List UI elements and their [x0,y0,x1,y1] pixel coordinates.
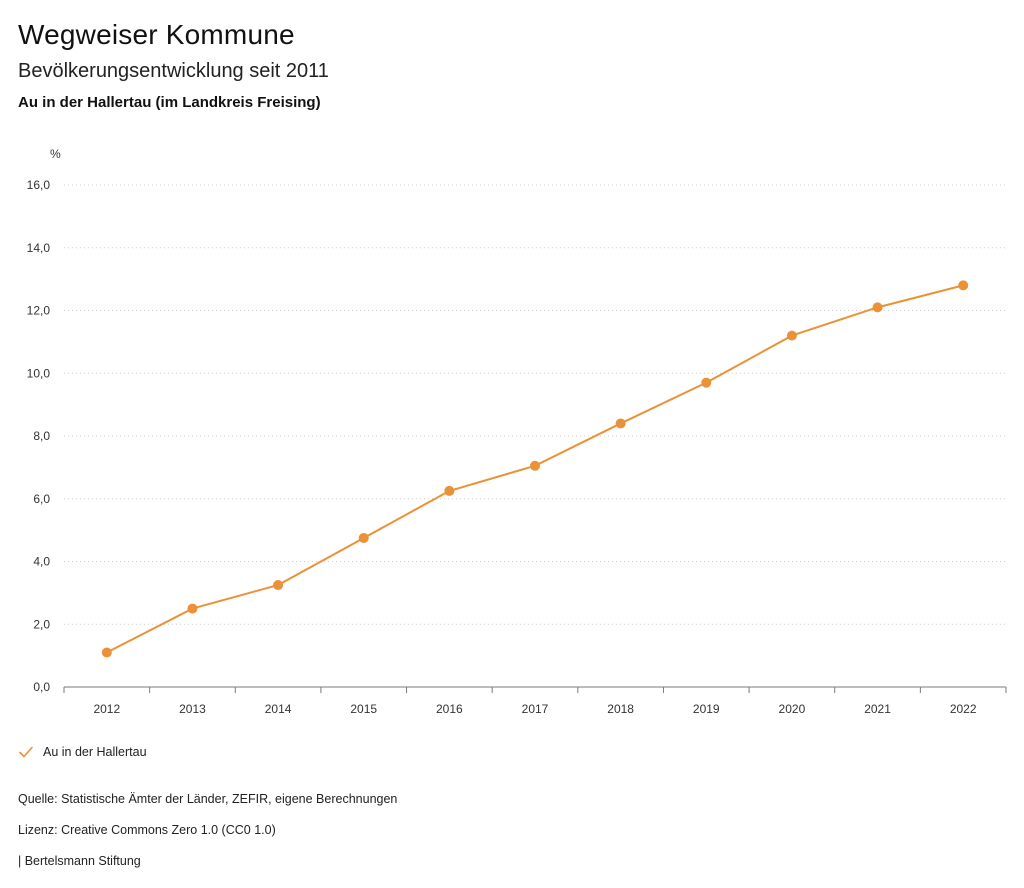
data-point[interactable] [873,302,883,312]
y-axis-tick-label: 8,0 [33,429,50,443]
y-axis-tick-label: 0,0 [33,680,50,694]
x-axis-tick-label: 2016 [436,702,463,716]
y-axis-tick-label: 10,0 [26,366,50,381]
data-point[interactable] [958,280,968,290]
x-axis-tick-label: 2022 [949,702,977,716]
x-axis-tick-label: 2014 [264,702,292,716]
data-point[interactable] [787,331,797,341]
data-point[interactable] [444,486,454,496]
line-chart [0,140,1024,730]
footer-source: Quelle: Statistische Ämter der Länder, ZEFIR, eigene Berechnungen [18,792,398,806]
footer-license: Lizenz: Creative Commons Zero 1.0 (CC0 1.0) [18,823,276,837]
x-axis-tick-label: 2013 [179,702,206,716]
chart-footer [18,784,998,877]
data-point[interactable] [102,647,112,657]
chart-legend[interactable] [18,744,147,760]
chart-plot-area [0,140,1024,730]
data-point[interactable] [530,461,540,471]
x-axis-tick-label: 2020 [778,702,806,716]
x-axis-tick-label: 2012 [93,702,121,716]
legend-item-label: Au in der Hallertau [43,745,147,759]
y-axis-tick-label: 6,0 [33,491,50,506]
data-point[interactable] [616,418,626,428]
footer-publisher: | Bertelsmann Stiftung [18,854,141,868]
y-axis-tick-label: 4,0 [33,554,50,569]
y-axis-tick-label: 12,0 [26,303,50,318]
chart-subtitle: Bevölkerungsentwicklung seit 2011 [18,60,329,82]
page-title: Wegweiser Kommune [18,19,295,50]
x-axis-tick-label: 2017 [521,702,549,716]
x-axis-tick-label: 2018 [607,702,634,716]
data-point[interactable] [273,580,283,590]
x-axis-tick-label: 2015 [350,702,378,716]
y-axis-tick-label: 14,0 [26,240,50,255]
y-axis-tick-label: 2,0 [33,617,50,632]
x-axis-tick-label: 2019 [692,702,720,716]
y-axis-tick-label: 16,0 [26,178,50,192]
chart-header [18,18,998,113]
y-axis-unit-label: % [50,147,61,161]
data-point[interactable] [701,378,711,388]
chart-region-label: Au in der Hallertau (im Landkreis Freising) [18,94,321,111]
x-axis-tick-label: 2021 [864,702,891,716]
check-icon [18,744,34,760]
data-point[interactable] [359,533,369,543]
data-point[interactable] [187,604,197,614]
